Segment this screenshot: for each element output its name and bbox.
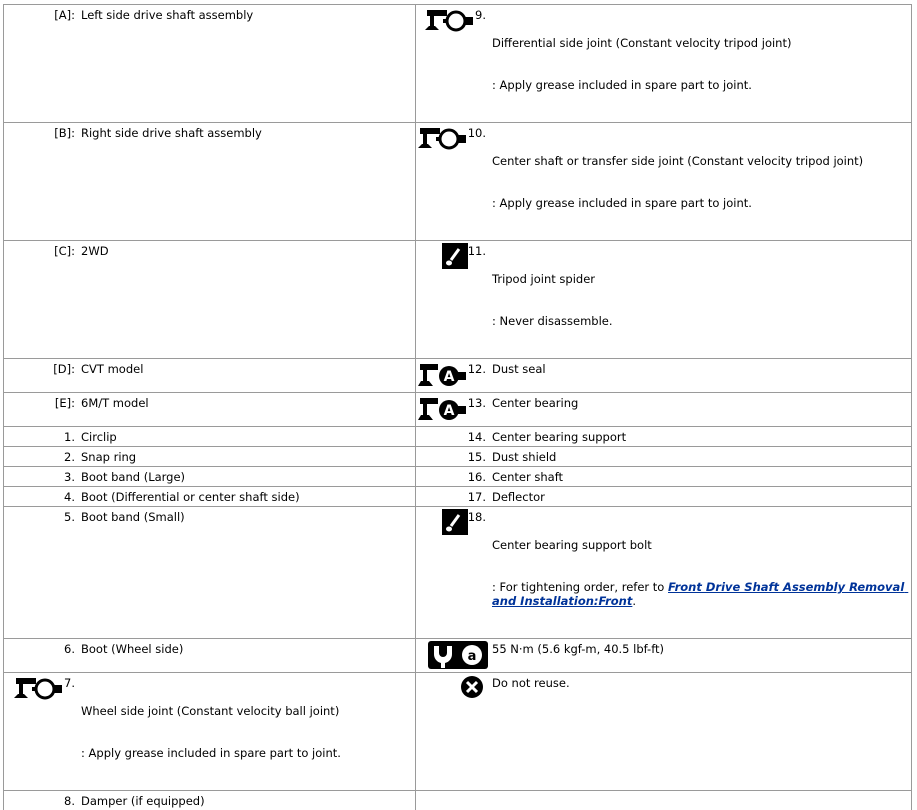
- legend-cell-right: [416, 487, 912, 507]
- item-description: Boot band (Small): [81, 507, 415, 526]
- do-not-reuse-icon: [460, 675, 484, 699]
- legend-cell-left: [4, 791, 416, 810]
- legend-cell-left: [4, 467, 416, 487]
- item-description: 2WD: [81, 241, 415, 260]
- item-description: 6M/T model: [81, 393, 415, 412]
- legend-cell-left: [4, 359, 416, 393]
- item-description: Differential side joint (Constant velocity tripod joint): [492, 36, 911, 50]
- item-description: Center bearing: [492, 393, 911, 412]
- legend-cell-left: [4, 639, 416, 673]
- item-description: Snap ring: [81, 447, 415, 466]
- item-note-suffix: .: [632, 594, 636, 608]
- item-number: [C]:: [54, 241, 81, 258]
- item-number: [B]:: [54, 123, 81, 140]
- grease-gun-icon: [425, 7, 475, 33]
- legend-cell-left: [4, 393, 416, 427]
- svg-text:A: A: [443, 369, 454, 385]
- item-number: 10.: [468, 123, 492, 140]
- item-number: 11.: [468, 241, 492, 258]
- item-number: 13.: [468, 393, 492, 410]
- item-description: Boot (Wheel side): [81, 639, 415, 658]
- paint-brush-icon: [442, 509, 468, 535]
- item-number: 6.: [64, 639, 81, 656]
- reference-link[interactable]: Front Drive Shaft Assembly Removal and Installation:Front: [492, 580, 908, 608]
- item-description: Circlip: [81, 427, 415, 446]
- item-number: 12.: [468, 359, 492, 376]
- item-note: : Apply grease included in spare part to joint.: [81, 746, 415, 760]
- item-description: CVT model: [81, 359, 415, 378]
- parts-legend-table: [3, 4, 912, 810]
- item-number: [A]:: [54, 5, 81, 22]
- grease-gun-icon: [418, 125, 468, 151]
- item-number: 3.: [64, 467, 81, 484]
- item-description: Right side drive shaft assembly: [81, 123, 415, 142]
- item-note: [492, 580, 911, 608]
- item-number: 14.: [468, 427, 492, 444]
- legend-cell-left: [4, 487, 416, 507]
- item-number: 18.: [468, 507, 492, 524]
- item-description: 55 N·m (5.6 kgf-m, 40.5 lbf-ft): [492, 639, 911, 658]
- legend-cell-right: [416, 639, 912, 673]
- item-description: Center bearing support: [492, 427, 911, 446]
- item-description: Left side drive shaft assembly: [81, 5, 415, 24]
- item-description: Do not reuse.: [492, 673, 911, 692]
- legend-cell-right: [416, 359, 912, 393]
- grease-a-icon: [418, 361, 468, 389]
- item-note: : Never disassemble.: [492, 314, 911, 328]
- grease-a-icon: [418, 395, 468, 423]
- item-number: 15.: [468, 447, 492, 464]
- legend-cell-right: [416, 393, 912, 427]
- item-note-prefix: : For tightening order, refer to: [492, 580, 668, 594]
- legend-cell-left: [4, 5, 416, 123]
- legend-cell-right: [416, 5, 912, 123]
- item-note: : Apply grease included in spare part to joint.: [492, 196, 911, 210]
- item-description: Center shaft: [492, 467, 911, 486]
- item-description: Deflector: [492, 487, 911, 506]
- item-description: Damper (if equipped): [81, 791, 415, 810]
- item-number: 8.: [64, 791, 81, 808]
- item-description: Boot band (Large): [81, 467, 415, 486]
- legend-cell-right: [416, 447, 912, 467]
- legend-cell-right-empty: [416, 791, 912, 810]
- item-number: 4.: [64, 487, 81, 504]
- legend-cell-right: [416, 427, 912, 447]
- legend-cell-right: [416, 123, 912, 241]
- legend-cell-left: [4, 123, 416, 241]
- legend-cell-left: [4, 447, 416, 467]
- legend-cell-right: [416, 241, 912, 359]
- item-description: Dust shield: [492, 447, 911, 466]
- paint-brush-icon: [442, 243, 468, 269]
- legend-cell-left: [4, 673, 416, 791]
- item-number: [D]:: [53, 359, 81, 376]
- item-number: 5.: [64, 507, 81, 524]
- item-description: Boot (Differential or center shaft side): [81, 487, 415, 506]
- item-number: [E]:: [55, 393, 81, 410]
- item-number: 7.: [64, 673, 81, 690]
- svg-text:A: A: [443, 403, 454, 419]
- grease-gun-icon: [14, 675, 64, 701]
- legend-cell-left: [4, 241, 416, 359]
- legend-cell-right: [416, 467, 912, 487]
- legend-cell-left: [4, 507, 416, 639]
- svg-text:a: a: [468, 649, 477, 664]
- item-number: 2.: [64, 447, 81, 464]
- legend-cell-right: [416, 507, 912, 639]
- legend-cell-left: [4, 427, 416, 447]
- item-description: Center bearing support bolt: [492, 538, 911, 552]
- item-number: 9.: [475, 5, 492, 22]
- item-number: 17.: [468, 487, 492, 504]
- item-description: Wheel side joint (Constant velocity ball joint): [81, 704, 415, 718]
- item-description: Dust seal: [492, 359, 911, 378]
- torque-a-icon: [428, 641, 488, 669]
- item-number: 16.: [468, 467, 492, 484]
- item-note: : Apply grease included in spare part to joint.: [492, 78, 911, 92]
- legend-cell-right: [416, 673, 912, 791]
- item-description: Center shaft or transfer side joint (Constant velocity tripod joint): [492, 154, 911, 168]
- item-description: Tripod joint spider: [492, 272, 911, 286]
- item-number: 1.: [64, 427, 81, 444]
